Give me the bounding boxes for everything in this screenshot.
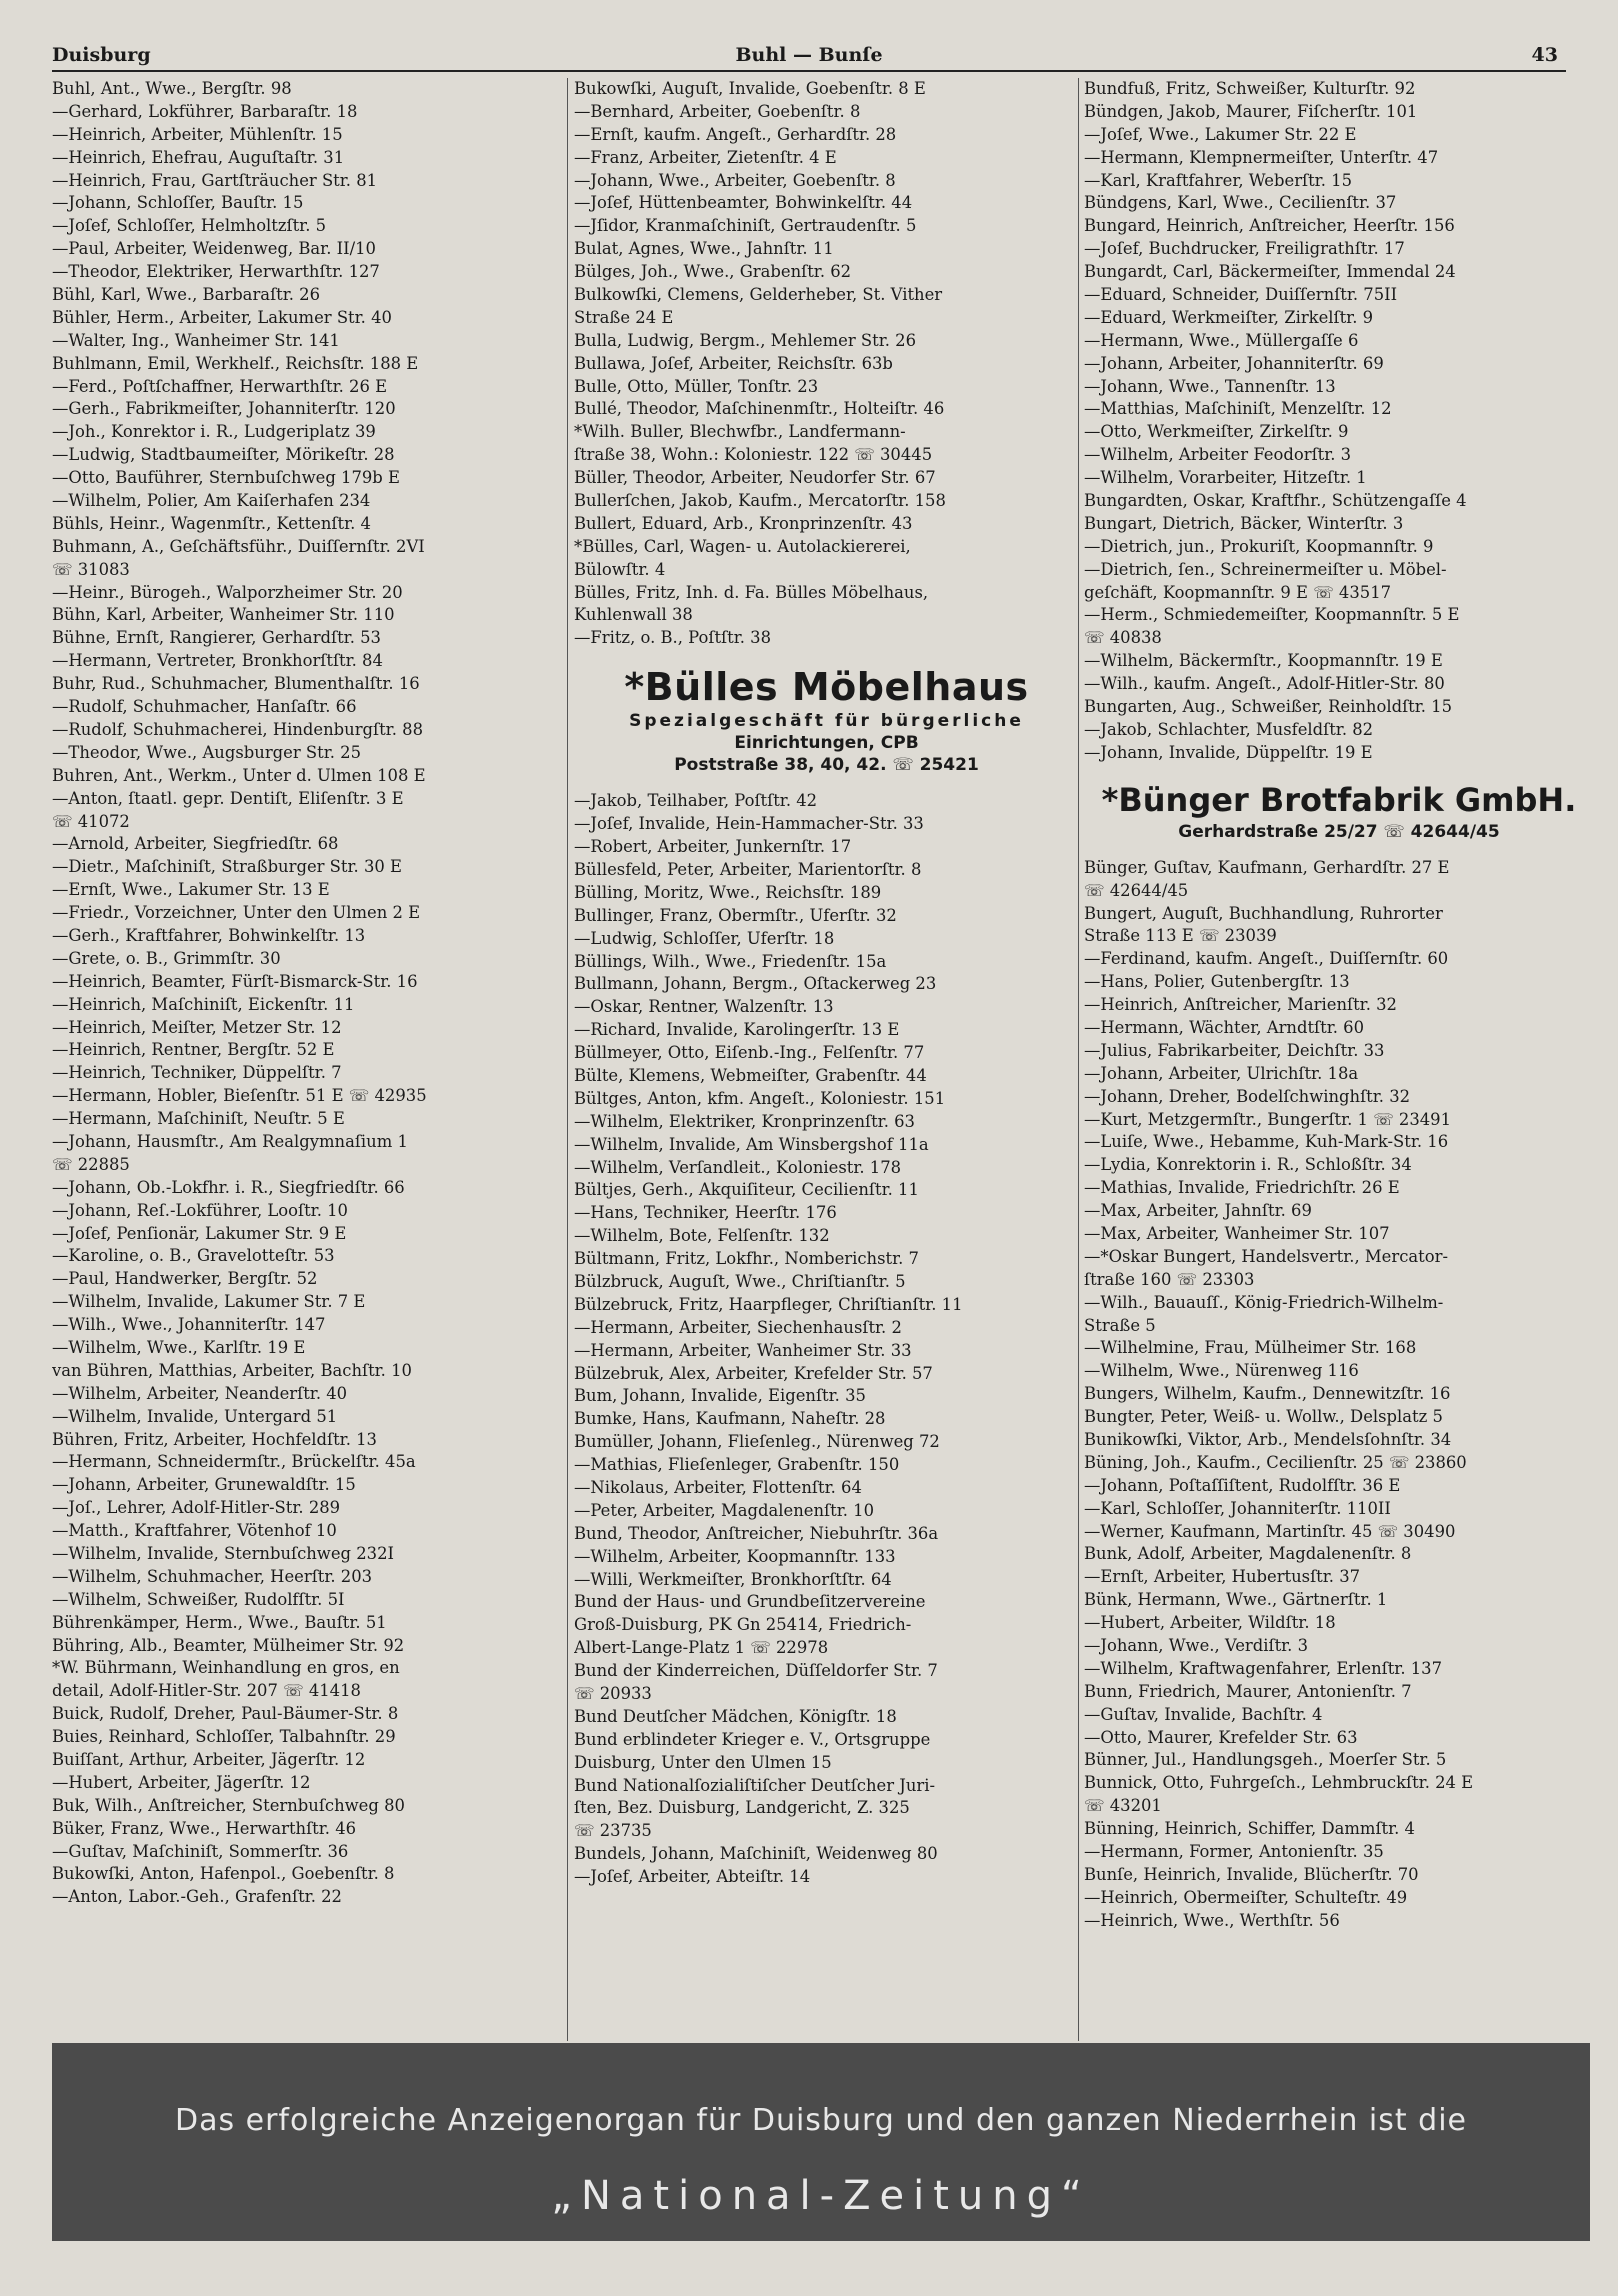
directory-entry: —Wilhelm, Verſandleit., Koloniestr. 178: [574, 1157, 902, 1177]
directory-entry: Bundels, Johann, Maſchiniſt, Weidenweg 80: [574, 1844, 938, 1864]
directory-entry: Bunſe, Heinrich, Invalide, Blücherſtr. 70: [1084, 1864, 1419, 1884]
directory-entry: Bülzbruck, Auguſt, Wwe., Chriſtianſtr. 5: [574, 1271, 906, 1291]
directory-entry: Bulat, Agnes, Wwe., Jahnſtr. 11: [574, 239, 834, 259]
directory-entry: —Hans, Polier, Gutenbergſtr. 13: [1084, 972, 1350, 992]
directory-entry: *W. Bührmann, Weinhandlung en gros, en: [52, 1658, 400, 1678]
running-header: [52, 44, 1566, 72]
directory-entry: —Hermann, Former, Antonienſtr. 35: [1084, 1842, 1384, 1862]
directory-entry: —Jakob, Schlachter, Musfeldſtr. 82: [1084, 719, 1374, 739]
column-1: [52, 78, 556, 1909]
directory-entry: Buhr, Rud., Schuhmacher, Blumenthalſtr. 16: [52, 674, 420, 694]
directory-entry: —Heinrich, Obermeiſter, Schulteſtr. 49: [1084, 1887, 1408, 1907]
ad-buelles-moebelhaus: [574, 664, 1079, 776]
directory-entry: —Hermann, Arbeiter, Siechenhausſtr. 2: [574, 1317, 902, 1337]
directory-entry: —Johann, Arbeiter, Johanniterſtr. 69: [1084, 353, 1384, 373]
directory-entry: ☏ 31083: [52, 559, 130, 579]
directory-entry: —Jſidor, Kranmaſchiniſt, Gertraudenſtr. 5: [574, 216, 917, 236]
col3-top-list: [1084, 78, 1594, 765]
directory-entry: Buhl, Ant., Wwe., Bergſtr. 98: [52, 79, 292, 98]
directory-entry: Bühls, Heinr., Wagenmſtr., Kettenſtr. 4: [52, 513, 371, 533]
directory-entry: —Karl, Schloſſer, Johanniterſtr. 110II: [1084, 1498, 1391, 1518]
directory-entry: Bunn, Friedrich, Maurer, Antonienſtr. 7: [1084, 1681, 1412, 1701]
directory-entry: Bühren, Fritz, Arbeiter, Hochfeldſtr. 13: [52, 1429, 377, 1449]
banner-text: Das erfolgreiche Anzeigenorgan für Duisburg und den ganzen Niederrhein ist die: [174, 2103, 1468, 2138]
directory-entry: —Wilhelm, Invalide, Sternbuſchweg 232I: [52, 1544, 395, 1563]
directory-entry: —Gerh., Fabrikmeiſter, Johanniterſtr. 120: [52, 399, 396, 419]
directory-entry: —Johann, Wwe., Arbeiter, Goebenſtr. 8: [574, 170, 896, 190]
directory-entry: —Kurt, Metzgermſtr., Bungerſtr. 1 ☏ 23491: [1084, 1109, 1452, 1129]
directory-entry: Bülges, Joh., Wwe., Grabenſtr. 62: [574, 262, 852, 282]
directory-entry: *Wilh. Buller, Blechwfbr., Landfermann-: [574, 422, 906, 442]
directory-entry: ſtraße 38, Wohn.: Koloniestr. 122 ☏ 30445: [574, 445, 933, 465]
directory-entry: Kuhlenwall 38: [574, 605, 693, 625]
directory-entry: Bülowſtr. 4: [574, 559, 666, 579]
directory-entry: —Karl, Kraftfahrer, Weberſtr. 15: [1084, 170, 1352, 190]
directory-entry: —Ernſt, Arbeiter, Hubertusſtr. 37: [1084, 1567, 1361, 1587]
directory-entry: —Arnold, Arbeiter, Siegfriedſtr. 68: [52, 834, 339, 854]
directory-entry: Bülling, Moritz, Wwe., Reichsſtr. 189: [574, 882, 882, 902]
directory-entry: —Hermann, Arbeiter, Wanheimer Str. 33: [574, 1340, 912, 1360]
ad-title: *Bünger Brotfabrik GmbH.: [1101, 780, 1577, 819]
directory-entry: Bunikowſki, Viktor, Arb., Mendelsſohnſtr. 34: [1084, 1429, 1452, 1449]
directory-entry: —Hermann, Vertreter, Bronkhorſtſtr. 84: [52, 651, 383, 671]
directory-entry: Bühne, Ernſt, Rangierer, Gerhardſtr. 53: [52, 628, 381, 648]
directory-entry: Bülzebruck, Fritz, Haarpfleger, Chriſtianſtr. 11: [574, 1294, 963, 1314]
directory-entry: Bültges, Anton, kfm. Angeſt., Koloniestr. 151: [574, 1088, 946, 1108]
directory-entry: —Max, Arbeiter, Jahnſtr. 69: [1084, 1201, 1312, 1221]
col2-bottom-list: [574, 790, 1079, 1889]
directory-entry: —Wilhelm, Invalide, Am Winsbergshof 11a: [574, 1134, 929, 1154]
directory-entry: —Otto, Bauführer, Sternbuſchweg 179b E: [52, 468, 400, 488]
directory-entry: Buies, Reinhard, Schloſſer, Talbahnſtr. 29: [52, 1727, 396, 1747]
directory-entry: —Richard, Invalide, Karolingerſtr. 13 E: [574, 1020, 900, 1040]
directory-entry: —Wilh., Wwe., Johanniterſtr. 147: [52, 1315, 326, 1335]
directory-entry: Bunnick, Otto, Fuhrgeſch., Lehmbruckſtr. 24 E: [1084, 1773, 1474, 1793]
column-2: [574, 78, 1079, 1889]
directory-entry: Bulle, Otto, Müller, Tonſtr. 23: [574, 376, 819, 396]
ad-address: Poststraße 38, 40, 42. ☏ 25421: [674, 755, 979, 776]
directory-entry: —Theodor, Elektriker, Herwarthſtr. 127: [52, 262, 380, 282]
directory-entry: —Johann, Wwe., Tannenſtr. 13: [1084, 376, 1336, 396]
directory-entry: —Nikolaus, Arbeiter, Flottenſtr. 64: [574, 1477, 862, 1497]
directory-entry: —Hubert, Arbeiter, Jägerſtr. 12: [52, 1772, 311, 1792]
directory-entry: —Heinrich, Rentner, Bergſtr. 52 E: [52, 1040, 335, 1060]
header-city: Duisburg: [52, 44, 151, 66]
directory-entry: —Joh., Konrektor i. R., Ludgeriplatz 39: [52, 422, 376, 442]
directory-entry: —Wilhelm, Elektriker, Kronprinzenſtr. 63: [574, 1111, 915, 1131]
directory-entry: —Wilhelm, Kraftwagenfahrer, Erlenſtr. 137: [1084, 1658, 1443, 1678]
directory-entry: Bündgens, Karl, Wwe., Cecilienſtr. 37: [1084, 193, 1397, 213]
directory-entry: —Lydia, Konrektorin i. R., Schloßſtr. 34: [1084, 1155, 1412, 1175]
ad-title: *Bülles Möbelhaus: [624, 665, 1029, 710]
directory-entry: —Johann, Dreher, Bodelſchwinghſtr. 32: [1084, 1086, 1411, 1106]
directory-entry: —Johann, Ob.-Lokfhr. i. R., Siegfriedſtr. 66: [52, 1177, 405, 1197]
directory-entry: —Guſtav, Maſchiniſt, Sommerſtr. 36: [52, 1841, 349, 1861]
col2-top-list: [574, 78, 1079, 650]
directory-entry: —Wilhelm, Arbeiter Feodorſtr. 3: [1084, 445, 1352, 465]
directory-entry: Bullmann, Johann, Bergm., Oſtackerweg 23: [574, 974, 937, 994]
directory-entry: —Heinrich, Beamter, Fürſt-Bismarck-Str. 16: [52, 971, 418, 991]
directory-entry: —Joſef, Schloſſer, Helmholtzſtr. 5: [52, 216, 327, 236]
directory-entry: Bund Deutſcher Mädchen, Königſtr. 18: [574, 1706, 897, 1726]
directory-entry: ☏ 22885: [52, 1154, 130, 1174]
directory-entry: Straße 5: [1084, 1315, 1156, 1335]
directory-entry: Bühler, Herm., Arbeiter, Lakumer Str. 40: [52, 307, 392, 327]
directory-entry: Bulla, Ludwig, Bergm., Mehlemer Str. 26: [574, 330, 917, 350]
directory-entry: —Gerhard, Lokführer, Barbaraſtr. 18: [52, 101, 358, 121]
directory-entry: —Heinrich, Maſchiniſt, Eickenſtr. 11: [52, 994, 355, 1014]
directory-entry: Buick, Rudolf, Dreher, Paul-Bäumer-Str. 8: [52, 1704, 399, 1724]
directory-entry: Büning, Joh., Kaufm., Cecilienſtr. 25 ☏ 23860: [1084, 1452, 1467, 1472]
directory-entry: Büller, Theodor, Arbeiter, Neudorfer Str. 67: [574, 468, 936, 488]
directory-entry: Büllings, Wilh., Wwe., Friedenſtr. 15a: [574, 951, 887, 971]
col3-bottom-list: [1084, 857, 1594, 1933]
directory-entry: ☏ 41072: [52, 811, 130, 831]
directory-entry: —Wilhelmine, Frau, Mülheimer Str. 168: [1084, 1338, 1417, 1358]
directory-entry: Bumke, Hans, Kaufmann, Naheſtr. 28: [574, 1409, 886, 1429]
directory-entry: —Wilhelm, Invalide, Untergard 51: [52, 1406, 338, 1426]
directory-entry: Bünning, Heinrich, Schiffer, Dammſtr. 4: [1084, 1819, 1415, 1839]
directory-entry: —Joſ., Lehrer, Adolf-Hitler-Str. 289: [52, 1498, 341, 1518]
directory-entry: ☏ 42644/45: [1084, 880, 1189, 900]
directory-entry: Bühring, Alb., Beamter, Mülheimer Str. 92: [52, 1635, 405, 1655]
directory-entry: Bundfuß, Fritz, Schweißer, Kulturſtr. 92: [1084, 79, 1416, 98]
directory-entry: Bünner, Jul., Handlungsgeh., Moerſer Str. 5: [1084, 1750, 1447, 1770]
directory-entry: Bünk, Hermann, Wwe., Gärtnerſtr. 1: [1084, 1590, 1388, 1610]
directory-entry: Groß-Duisburg, PK Gn 25414, Friedrich-: [574, 1615, 912, 1635]
directory-entry: Buhlmann, Emil, Werkhelf., Reichsſtr. 188 E: [52, 353, 419, 373]
directory-entry: —Wilhelm, Schuhmacher, Heerſtr. 203: [52, 1566, 373, 1586]
directory-entry: —Ferdinand, kaufm. Angeſt., Duiſſernſtr. 60: [1084, 949, 1449, 969]
directory-entry: —Hermann, Klempnermeiſter, Unterſtr. 47: [1084, 147, 1439, 167]
directory-entry: —Rudolf, Schuhmacherei, Hindenburgſtr. 88: [52, 719, 423, 739]
directory-entry: —Heinrich, Arbeiter, Mühlenſtr. 15: [52, 124, 343, 144]
directory-entry: ☏ 43201: [1084, 1796, 1162, 1816]
directory-entry: Buiſſant, Arthur, Arbeiter, Jägerſtr. 12: [52, 1750, 366, 1770]
directory-entry: —Wilh., Bauauſſ., König-Friedrich-Wilhelm-: [1084, 1292, 1444, 1312]
directory-entry: —Walter, Ing., Wanheimer Str. 141: [52, 330, 340, 350]
directory-entry: —Heinrich, Wwe., Werthſtr. 56: [1084, 1910, 1340, 1930]
directory-entry: geſchäft, Koopmannſtr. 9 E ☏ 43517: [1084, 582, 1392, 602]
directory-entry: Bunk, Adolf, Arbeiter, Magdalenenſtr. 8: [1084, 1544, 1412, 1564]
directory-entry: —Jakob, Teilhaber, Poſtſtr. 42: [574, 791, 818, 811]
directory-entry: Bungart, Dietrich, Bäcker, Winterſtr. 3: [1084, 513, 1404, 533]
directory-entry: —Herm., Schmiedemeiſter, Koopmannſtr. 5 E: [1084, 605, 1460, 625]
ad-line: Einrichtungen, CPB: [734, 733, 919, 754]
directory-entry: —Otto, Maurer, Krefelder Str. 63: [1084, 1727, 1358, 1747]
directory-entry: Bullé, Theodor, Maſchinenmſtr., Holteiſtr. 46: [574, 399, 945, 419]
directory-entry: van Bühren, Matthias, Arbeiter, Bachſtr. 10: [52, 1360, 412, 1380]
directory-entry: —Heinrich, Frau, Gartſträucher Str. 81: [52, 170, 378, 190]
directory-entry: —Hubert, Arbeiter, Wildſtr. 18: [1084, 1613, 1336, 1633]
directory-entry: Bukowſki, Anton, Hafenpol., Goebenſtr. 8: [52, 1864, 395, 1884]
directory-entry: Bünger, Guſtav, Kaufmann, Gerhardſtr. 27 E: [1084, 857, 1450, 877]
directory-entry: Bülles, Fritz, Inh. d. Fa. Bülles Möbelhaus,: [574, 582, 929, 602]
header-range: Buhl — Bunſe: [735, 44, 883, 66]
directory-entry: —Otto, Werkmeiſter, Zirkelſtr. 9: [1084, 422, 1349, 442]
directory-entry: Bum, Johann, Invalide, Eigenſtr. 35: [574, 1386, 866, 1406]
directory-entry: —Wilhelm, Bäckermſtr., Koopmannſtr. 19 E: [1084, 651, 1443, 671]
directory-entry: —Ernſt, kaufm. Angeſt., Gerhardſtr. 28: [574, 124, 897, 144]
directory-entry: —Willi, Werkmeiſter, Bronkhorſtſtr. 64: [574, 1569, 892, 1589]
directory-entry: —Wilhelm, Vorarbeiter, Hitzeſtr. 1: [1084, 468, 1367, 488]
directory-entry: —Peter, Arbeiter, Magdalenenſtr. 10: [574, 1500, 874, 1520]
directory-entry: Bund der Kinderreichen, Düſſeldorfer Str. 7: [574, 1661, 938, 1681]
directory-entry: Bühl, Karl, Wwe., Barbaraſtr. 26: [52, 285, 321, 305]
directory-entry: —Franz, Arbeiter, Zietenſtr. 4 E: [574, 147, 837, 167]
directory-entry: —Wilhelm, Bote, Felſenſtr. 132: [574, 1226, 830, 1246]
directory-entry: —Joſef, Invalide, Hein-Hammacher-Str. 33: [574, 814, 924, 834]
directory-entry: —Friedr., Vorzeichner, Unter den Ulmen 2 E: [52, 903, 421, 923]
directory-entry: —Wilhelm, Arbeiter, Neanderſtr. 40: [52, 1383, 348, 1403]
directory-entry: —Anton, ſtaatl. gepr. Dentiſt, Eliſenſtr. 3 E: [52, 788, 404, 808]
ad-address: Gerhardstraße 25/27 ☏ 42644/45: [1178, 821, 1500, 842]
directory-entry: —Hermann, Maſchiniſt, Neuſtr. 5 E: [52, 1109, 345, 1129]
directory-entry: —Paul, Arbeiter, Weidenweg, Bar. II/10: [52, 239, 376, 259]
ad-buenger-brotfabrik: [1084, 779, 1594, 843]
directory-entry: —Hermann, Hobler, Bieſenſtr. 51 E ☏ 42935: [52, 1086, 427, 1106]
directory-entry: Duisburg, Unter den Ulmen 15: [574, 1752, 832, 1772]
col1-list: [52, 78, 556, 1909]
directory-entry: —Hermann, Wächter, Arndtſtr. 60: [1084, 1017, 1365, 1037]
directory-entry: Bungers, Wilhelm, Kaufm., Dennewitzſtr. 16: [1084, 1384, 1451, 1404]
directory-entry: —Johann, Schloſſer, Bauſtr. 15: [52, 193, 304, 213]
directory-entry: —Matth., Kraftfahrer, Vötenhof 10: [52, 1521, 337, 1541]
directory-entry: Bungert, Auguſt, Buchhandlung, Ruhrorter: [1084, 903, 1443, 923]
directory-entry: —Anton, Labor.-Geh., Grafenſtr. 22: [52, 1887, 342, 1907]
directory-entry: —Bernhard, Arbeiter, Goebenſtr. 8: [574, 101, 861, 121]
directory-entry: —Johann, Wwe., Verdiſtr. 3: [1084, 1636, 1309, 1655]
directory-entry: —Ludwig, Schloſſer, Uferſtr. 18: [574, 928, 835, 948]
directory-entry: —Wilhelm, Wwe., Karlſtr. 19 E: [52, 1337, 306, 1357]
directory-entry: Bültjes, Gerh., Akquiſiteur, Cecilienſtr. 11: [574, 1180, 919, 1200]
directory-entry: Bund erblindeter Krieger e. V., Ortsgruppe: [574, 1729, 931, 1749]
directory-entry: —Grete, o. B., Grimmſtr. 30: [52, 948, 281, 968]
directory-entry: Bund Nationalſozialiſtiſcher Deutſcher Juri-: [574, 1775, 936, 1795]
directory-entry: —Ferd., Poſtſchaffner, Herwarthſtr. 26 E: [52, 376, 388, 396]
directory-entry: —Guſtav, Invalide, Bachſtr. 4: [1084, 1704, 1323, 1724]
directory-entry: detail, Adolf-Hitler-Str. 207 ☏ 41418: [52, 1681, 361, 1701]
directory-entry: Albert-Lange-Platz 1 ☏ 22978: [574, 1638, 829, 1658]
directory-entry: —Heinrich, Anſtreicher, Marienſtr. 32: [1084, 995, 1397, 1015]
directory-entry: Bullawa, Joſef, Arbeiter, Reichsſtr. 63b: [574, 353, 893, 373]
directory-entry: —Joſef, Buchdrucker, Freiligrathſtr. 17: [1084, 239, 1405, 259]
directory-entry: —Johann, Poſtaſſiſtent, Rudolfſtr. 36 E: [1084, 1475, 1401, 1495]
directory-entry: —Dietrich, jun., Prokuriſt, Koopmannſtr. 9: [1084, 536, 1434, 556]
directory-entry: —Mathias, Flieſenleger, Grabenſtr. 150: [574, 1455, 900, 1475]
directory-entry: —Max, Arbeiter, Wanheimer Str. 107: [1084, 1223, 1390, 1243]
directory-entry: ſtraße 160 ☏ 23303: [1084, 1269, 1255, 1289]
directory-entry: —Oskar, Rentner, Walzenſtr. 13: [574, 997, 834, 1017]
directory-entry: —Luiſe, Wwe., Hebamme, Kuh-Mark-Str. 16: [1084, 1132, 1449, 1152]
directory-entry: *Bülles, Carl, Wagen- u. Autolackiererei,: [574, 536, 911, 556]
directory-entry: —Karoline, o. B., Gravelotteſtr. 53: [52, 1246, 335, 1266]
directory-entry: —Joſef, Arbeiter, Abteiſtr. 14: [574, 1867, 811, 1887]
directory-entry: —Dietr., Maſchiniſt, Straßburger Str. 30 E: [52, 857, 402, 877]
directory-entry: —Heinrich, Ehefrau, Auguſtaſtr. 31: [52, 147, 345, 167]
directory-entry: Straße 24 E: [574, 307, 674, 327]
directory-entry: —Johann, Reſ.-Lokführer, Looſtr. 10: [52, 1200, 348, 1220]
directory-entry: Bukowſki, Auguſt, Invalide, Goebenſtr. 8 E: [574, 79, 926, 98]
directory-entry: —Johann, Arbeiter, Grunewaldſtr. 15: [52, 1475, 356, 1495]
directory-entry: —Joſef, Hüttenbeamter, Bohwinkelſtr. 44: [574, 193, 913, 213]
directory-entry: Bungardt, Carl, Bäckermeiſter, Immendal 24: [1084, 262, 1456, 282]
directory-entry: —Wilhelm, Wwe., Nürenweg 116: [1084, 1361, 1359, 1381]
directory-entry: Buhmann, A., Geſchäftsführ., Duiſſernſtr. 2VI: [52, 536, 425, 556]
directory-entry: Bülzebruk, Alex, Arbeiter, Krefelder Str. 57: [574, 1363, 933, 1383]
directory-entry: —Eduard, Schneider, Duiſſernſtr. 75II: [1084, 285, 1398, 305]
directory-entry: —Johann, Invalide, Düppelſtr. 19 E: [1084, 742, 1373, 762]
advertisement-banner: [52, 2043, 1590, 2241]
directory-entry: —Ernſt, Wwe., Lakumer Str. 13 E: [52, 880, 330, 900]
directory-entry: Buk, Wilh., Anſtreicher, Sternbuſchweg 80: [52, 1795, 405, 1815]
column-3: [1084, 78, 1594, 1933]
directory-entry: Bund, Theodor, Anſtreicher, Niebuhrſtr. 36a: [574, 1523, 939, 1543]
directory-entry: Bündgen, Jakob, Maurer, Fiſcherſtr. 101: [1084, 101, 1418, 121]
directory-entry: —*Oskar Bungert, Handelsvertr., Mercator-: [1084, 1246, 1448, 1266]
directory-entry: —Joſef, Penſionär, Lakumer Str. 9 E: [52, 1223, 347, 1243]
directory-entry: —Heinrich, Meiſter, Metzer Str. 12: [52, 1017, 342, 1037]
directory-entry: —Ludwig, Stadtbaumeiſter, Mörikeſtr. 28: [52, 445, 395, 465]
directory-entry: ☏ 20933: [574, 1684, 652, 1703]
directory-entry: —Joſef, Wwe., Lakumer Str. 22 E: [1084, 124, 1357, 144]
directory-entry: —Mathias, Invalide, Friedrichſtr. 26 E: [1084, 1178, 1400, 1198]
directory-entry: —Heinrich, Techniker, Düppelſtr. 7: [52, 1063, 342, 1083]
directory-entry: Büker, Franz, Wwe., Herwarthſtr. 46: [52, 1818, 357, 1838]
directory-entry: Straße 113 E ☏ 23039: [1084, 926, 1277, 946]
directory-entry: Bullinger, Franz, Obermſtr., Uferſtr. 32: [574, 905, 897, 925]
page-number: 43: [1531, 44, 1558, 66]
directory-entry: —Robert, Arbeiter, Junkernſtr. 17: [574, 837, 852, 857]
directory-entry: —Matthias, Maſchiniſt, Menzelſtr. 12: [1084, 399, 1392, 419]
directory-entry: —Heinr., Bürogeh., Walporzheimer Str. 20: [52, 582, 403, 602]
directory-entry: —Johann, Hausmſtr., Am Realgymnaſium 1: [52, 1131, 408, 1151]
ad-subtitle: Spezialgeschäft für bürgerliche: [629, 711, 1024, 732]
directory-entry: Bungarten, Aug., Schweißer, Reinholdſtr. 15: [1084, 697, 1453, 717]
directory-entry: Büllmeyer, Otto, Eiſenb.-Ing., Felſenſtr. 77: [574, 1043, 925, 1063]
directory-entry: —Fritz, o. B., Poſtſtr. 38: [574, 628, 772, 648]
directory-entry: Buhren, Ant., Werkm., Unter d. Ulmen 108 E: [52, 765, 426, 785]
directory-entry: Bungardten, Oskar, Kraftfhr., Schützengaſſe 4: [1084, 491, 1467, 511]
directory-entry: —Werner, Kaufmann, Martinſtr. 45 ☏ 30490: [1084, 1521, 1456, 1541]
directory-entry: Bullerſchen, Jakob, Kaufm., Mercatorſtr. 158: [574, 491, 946, 511]
directory-entry: Bungard, Heinrich, Anſtreicher, Heerſtr. 156: [1084, 216, 1455, 236]
banner-newspaper-name: „National-Zeitung“: [551, 2173, 1091, 2219]
directory-entry: —Wilhelm, Schweißer, Rudolfſtr. 5I: [52, 1589, 345, 1609]
directory-entry: Bullert, Eduard, Arb., Kronprinzenſtr. 43: [574, 513, 913, 533]
directory-entry: —Dietrich, ſen., Schreinermeiſter u. Möbel-: [1084, 559, 1447, 579]
directory-entry: Bumüller, Johann, Flieſenleg., Nürenweg 72: [574, 1432, 940, 1452]
directory-entry: Bührenkämper, Herm., Wwe., Bauſtr. 51: [52, 1612, 387, 1632]
directory-entry: —Rudolf, Schuhmacher, Hanſaſtr. 66: [52, 697, 357, 717]
column-divider: [567, 78, 568, 2041]
directory-entry: —Wilhelm, Arbeiter, Koopmannſtr. 133: [574, 1546, 896, 1566]
directory-entry: —Theodor, Wwe., Augsburger Str. 25: [52, 742, 362, 762]
directory-entry: ſten, Bez. Duisburg, Landgericht, Z. 325: [574, 1798, 910, 1818]
directory-entry: —Hermann, Wwe., Müllergaſſe 6: [1084, 330, 1359, 350]
directory-entry: ☏ 40838: [1084, 628, 1162, 648]
directory-entry: Büllesfeld, Peter, Arbeiter, Marientorſtr. 8: [574, 859, 922, 879]
directory-entry: Bulkowſki, Clemens, Gelderheber, St. Vither: [574, 285, 943, 305]
directory-entry: ☏ 23735: [574, 1821, 652, 1841]
directory-entry: —Wilh., kaufm. Angeſt., Adolf-Hitler-Str. 80: [1084, 674, 1445, 694]
directory-entry: Bund der Haus- und Grundbeſitzervereine: [574, 1592, 926, 1612]
directory-entry: Bülte, Klemens, Webmeiſter, Grabenſtr. 44: [574, 1065, 927, 1085]
directory-entry: Bühn, Karl, Arbeiter, Wanheimer Str. 110: [52, 605, 395, 625]
directory-entry: —Paul, Handwerker, Bergſtr. 52: [52, 1269, 318, 1289]
directory-entry: —Gerh., Kraftfahrer, Bohwinkelſtr. 13: [52, 925, 366, 945]
directory-entry: —Eduard, Werkmeiſter, Zirkelſtr. 9: [1084, 307, 1374, 327]
directory-entry: —Wilhelm, Invalide, Lakumer Str. 7 E: [52, 1292, 366, 1312]
directory-entry: Bungter, Peter, Weiß- u. Wollw., Delsplatz 5: [1084, 1407, 1443, 1427]
directory-entry: Bültmann, Fritz, Lokfhr., Nomberichstr. 7: [574, 1249, 919, 1269]
directory-entry: —Hans, Techniker, Heerſtr. 176: [574, 1203, 837, 1223]
directory-entry: —Johann, Arbeiter, Ulrichſtr. 18a: [1084, 1063, 1359, 1083]
directory-entry: —Wilhelm, Polier, Am Kaiſerhafen 234: [52, 491, 371, 511]
directory-entry: —Julius, Fabrikarbeiter, Deichſtr. 33: [1084, 1040, 1385, 1060]
directory-entry: —Hermann, Schneidermſtr., Brückelſtr. 45a: [52, 1452, 416, 1472]
